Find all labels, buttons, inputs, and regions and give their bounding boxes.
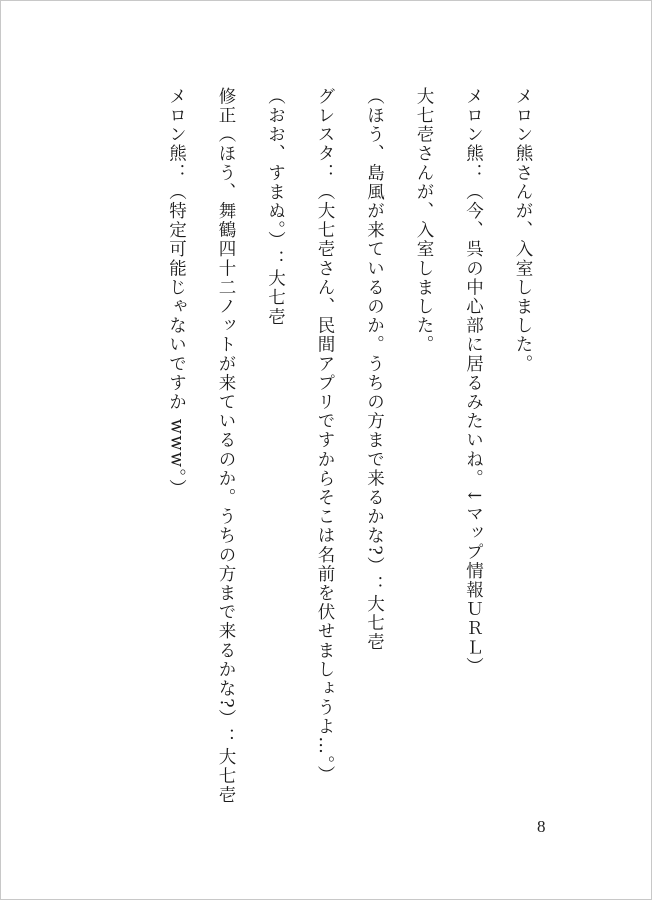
text-line: 大七壱さんが、入室しました。: [414, 87, 434, 355]
vertical-text-body: [151, 87, 547, 805]
text-line: 修正（ほう、舞鶴四十二ノットが来ているのか。うちの方まで来るかな?）：大七壱: [216, 87, 236, 805]
text-line: （ほう、島風が来ているのか。うちの方まで来るかな?）：大七壱: [364, 87, 385, 652]
text-line: メロン熊さんが、入室しました。: [513, 87, 533, 374]
page-number: 8: [537, 817, 546, 836]
text-line: メロン熊：（今、呉の中心部に居るみたいね。↓マップ情報ＵＲＬ）: [463, 87, 484, 677]
text-line: メロン熊：（特定可能じゃないですか www。）: [166, 87, 187, 499]
text-line: （おお、すまぬ。）：大七壱: [265, 87, 286, 327]
text-line: グレスタ：（大七壱さん、民間アプリですからそこは名前を伏せましょうよ…。）: [315, 87, 335, 785]
